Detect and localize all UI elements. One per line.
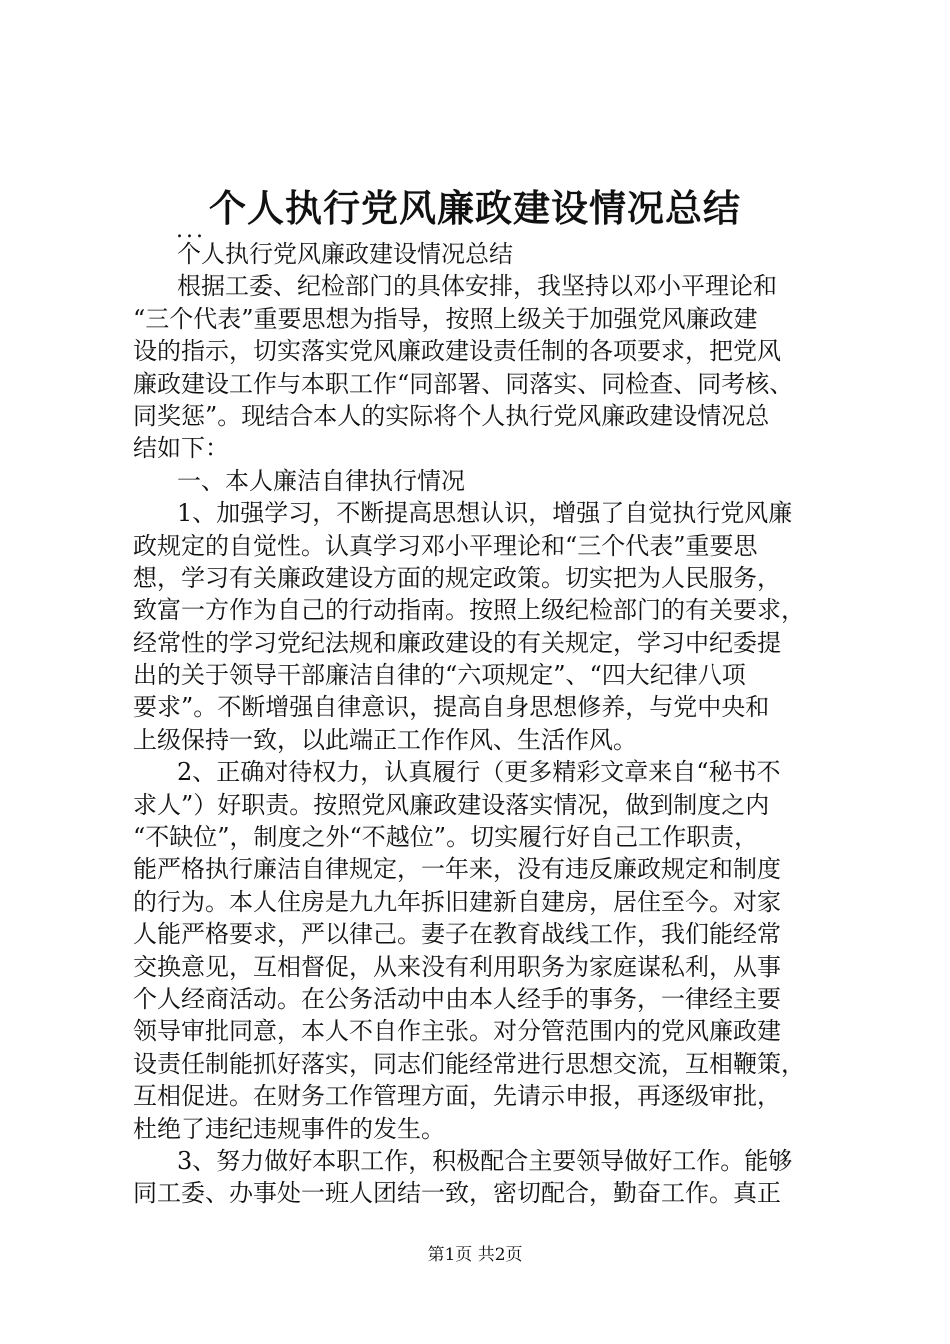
body-line: 领导审批同意，本人不自作主张。对分管范围内的党风廉政建	[133, 1017, 781, 1046]
document-title: 个人执行党风廉政建设情况总结	[209, 186, 741, 230]
body-line: 能严格执行廉洁自律规定，一年来，没有违反廉政规定和制度	[133, 855, 781, 884]
body-line: 上级保持一致，以此端正工作作风、生活作风。	[133, 725, 637, 754]
body-line: 要求”。不断增强自律意识，提高自身思想修养，与党中央和	[133, 693, 770, 722]
body-line: 1、加强学习，不断提高思想认识，增强了自觉执行党风廉	[177, 499, 793, 528]
body-line: 同工委、办事处一班人团结一致，密切配合，勤奋工作。真正	[133, 1179, 781, 1208]
body-line: 想，学习有关廉政建设方面的规定政策。切实把为人民服务，	[133, 563, 781, 592]
body-line: 求人”）好职责。按照党风廉政建设落实情况，做到制度之内	[133, 790, 770, 819]
body-line: 2、正确对待权力，认真履行（更多精彩文章来自“秘书不	[177, 758, 781, 787]
body-line: 致富一方作为自己的行动指南。按照上级纪检部门的有关要求，	[133, 596, 805, 625]
body-line: 一、本人廉洁自律执行情况	[177, 466, 465, 495]
body-line: 的行为。本人住房是九九年拆旧建新自建房，居住至今。对家	[133, 887, 781, 916]
body-line: 廉政建设工作与本职工作“同部署、同落实、同检查、同考核、	[133, 369, 794, 398]
body-line: 政规定的自觉性。认真学习邓小平理论和“三个代表”重要思	[133, 531, 758, 560]
body-line: 根据工委、纪检部门的具体安排，我坚持以邓小平理论和	[177, 272, 777, 301]
ellipsis-mark: ...	[176, 218, 206, 243]
body-line: 杜绝了违纪违规事件的发生。	[133, 1114, 445, 1143]
document-body	[133, 238, 833, 1210]
body-line: 交换意见，互相督促，从来没有利用职务为家庭谋私利，从事	[133, 952, 781, 981]
body-line: 出的关于领导干部廉洁自律的“六项规定”、“四大纪律八项	[133, 661, 746, 690]
body-line: 个人执行党风廉政建设情况总结	[177, 240, 513, 268]
body-line: 经常性的学习党纪法规和廉政建设的有关规定，学习中纪委提	[133, 628, 781, 657]
body-line: 同奖惩”。现结合本人的实际将个人执行党风廉政建设情况总	[133, 401, 770, 430]
body-line: 3、努力做好本职工作，积极配合主要领导做好工作。能够	[177, 1146, 793, 1175]
body-line: “三个代表”重要思想为指导，按照上级关于加强党风廉政建	[133, 304, 758, 333]
page-footer: 第1页 共2页	[427, 1245, 523, 1265]
body-line: 设责任制能抓好落实，同志们能经常进行思想交流，互相鞭策，	[133, 1049, 805, 1078]
body-line: 结如下：	[133, 434, 229, 463]
body-line: “不缺位”，制度之外“不越位”。切实履行好自己工作职责，	[133, 823, 759, 852]
body-line: 人能严格要求，严以律己。妻子在教育战线工作，我们能经常	[133, 920, 781, 949]
body-line: 互相促进。在财务工作管理方面，先请示申报，再逐级审批，	[133, 1082, 781, 1111]
body-line: 个人经商活动。在公务活动中由本人经手的事务，一律经主要	[133, 984, 781, 1013]
body-line: 设的指示，切实落实党风廉政建设责任制的各项要求，把党风	[133, 337, 781, 366]
